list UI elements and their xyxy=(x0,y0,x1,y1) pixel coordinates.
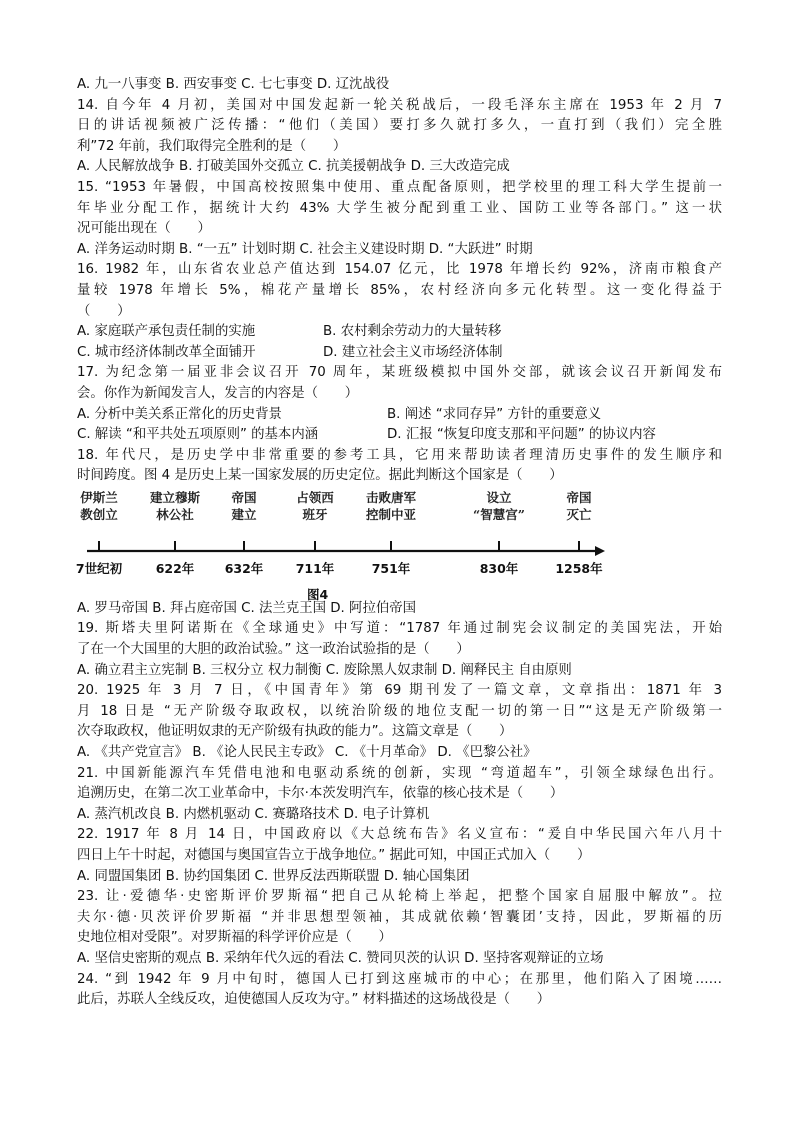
q16-option-b: B. 农村剩余劳动力的大量转移 xyxy=(323,324,502,340)
q23-options: A. 坚信史密斯的观点 B. 采纳年代久远的看法 C. 赞同贝茨的认识 D. 坚持客观辩证的立场 xyxy=(77,950,604,966)
q20-options: A. 《共产党宣言》 B. 《论人民民主专政》 C. 《十月革命》 D. 《巴黎公社》 xyxy=(77,745,537,761)
timeline-arrowhead xyxy=(595,546,605,556)
q19-stem-2: 了在一个大国里的大胆的政治试验。” 这一政治试验指的是（ ） xyxy=(77,642,470,658)
q17-option-c: C. 解读 “和平共处五项原则” 的基本内涵 xyxy=(77,427,319,443)
q17-options-ab xyxy=(77,405,722,426)
q22-stem-1: 22. 1917 年 8 月 14 日，中国政府以《大总统布告》名义宣布：“爰自中华民国六年八月十 xyxy=(77,827,722,843)
q16-options-cd xyxy=(77,343,722,364)
q17-option-d: D. 汇报 “恢复印度支那和平问题” 的协议内容 xyxy=(387,427,656,443)
timeline-event-label: 建立穆斯 林公社 xyxy=(149,489,200,522)
q20-stem-3: 次夺取政权，他证明奴隶的无产阶级有执政的能力”。这篇文章是（ ） xyxy=(77,724,513,740)
q21-stem-1: 21. 中国新能源汽车凭借电池和电驱动系统的创新，实现 “弯道超车”，引领全球绿色出行。 xyxy=(77,765,722,781)
timeline-event-label: 占领西 班牙 xyxy=(296,489,334,522)
q21-stem-2: 追溯历史，在第二次工业革命中，卡尔·本茨发明汽车，依靠的核心技术是（ ） xyxy=(77,786,564,802)
q19-stem-1: 19. 斯塔夫里阿诺斯在《全球通史》中写道：“1787 年通过制宪会议制定的美国宪法，开始 xyxy=(77,621,722,637)
q14-stem-2: 日的讲话视频被广泛传播：“他们（美国）要打多久就打多久，一直打到（我们）完全胜 xyxy=(77,118,722,134)
q16-stem-1: 16. 1982 年，山东省农业总产值达到 154.07 亿元，比 1978 年增长约 92%，济南市粮食产 xyxy=(77,262,722,278)
q22-options: A. 同盟国集团 B. 协约国集团 C. 世界反法西斯联盟 D. 轴心国集团 xyxy=(77,868,470,884)
q23-stem-3: 史地位相对受限”。对罗斯福的科学评价应是（ ） xyxy=(77,930,392,946)
q13-options: A. 九一八事变 B. 西安事变 C. 七七事变 D. 辽沈战役 xyxy=(77,77,390,92)
timeline-year-label: 632年 xyxy=(224,560,264,576)
q23-stem-2: 夫尔·德·贝茨评价罗斯福 “并非思想型领袖，其成就依赖‘智囊团’支持，因此，罗斯福的历 xyxy=(77,909,722,925)
q22-stem-2: 四日上午十时起，对德国与奥国宣告立于战争地位。” 据此可知，中国正式加入（ ） xyxy=(77,848,591,863)
q14-stem-3: 利”72 年前，我们取得完全胜利的是（ ） xyxy=(77,138,347,154)
q18-stem-2: 时间跨度。图 4 是历史上某一国家发展的历史定位。据此判断这个国家是（ ） xyxy=(77,468,563,484)
timeline-figure xyxy=(75,489,722,602)
timeline-year-label: 751年 xyxy=(371,560,411,576)
timeline-year-label: 830年 xyxy=(479,560,519,576)
q14-options: A. 人民解放战争 B. 打破美国外交孤立 C. 抗美援朝战争 D. 三大改造完成 xyxy=(77,159,510,175)
timeline-event-label: 击败唐军 控制中亚 xyxy=(365,489,416,522)
q15-stem-2: 年毕业分配工作，据统计大约 43% 大学生被分配到重工业、国防工业等各部门。” 这一状 xyxy=(77,200,722,216)
q17-options-cd xyxy=(77,425,722,446)
exam-page xyxy=(77,75,722,1011)
q16-options-ab xyxy=(77,322,722,343)
q24-stem-2: 此后，苏联人全线反攻，迫使德国人反攻为守。” 材料描述的这场战役是（ ） xyxy=(77,992,551,1008)
q16-option-d: D. 建立社会主义市场经济体制 xyxy=(323,344,503,360)
q14-stem-1: 14. 自今年 4 月初，美国对中国发起新一轮关税战后，一段毛泽东主席在 1953 年 2 月 7 xyxy=(77,97,722,113)
q18-options: A. 罗马帝国 B. 拜占庭帝国 C. 法兰克王国 D. 阿拉伯帝国 xyxy=(77,600,417,616)
q15-options: A. 洋务运动时期 B. “一五” 计划时期 C. 社会主义建设时期 D. “大跃进” 时期 xyxy=(77,241,533,257)
timeline-event-label: 帝国 建立 xyxy=(231,489,257,522)
q21-options: A. 蒸汽机改良 B. 内燃机驱动 C. 赛璐珞技术 D. 电子计算机 xyxy=(77,806,430,822)
q15-stem-1: 15. “1953 年暑假，中国高校按照集中使用、重点配备原则，把学校里的理工科大学生提前一 xyxy=(77,179,722,195)
q16-stem-3: （ ） xyxy=(77,303,131,319)
q15-stem-3: 况可能出现在（ ） xyxy=(77,221,211,237)
figure-caption: 图4 xyxy=(307,586,329,602)
q17-option-b: B. 阐述 “求同存异” 方针的重要意义 xyxy=(387,406,602,422)
timeline-year-label: 622年 xyxy=(155,560,195,576)
timeline-event-label: 伊斯兰 教创立 xyxy=(80,489,118,522)
timeline-year-label: 7世纪初 xyxy=(75,560,123,576)
timeline-year-label: 1258年 xyxy=(555,560,603,576)
q17-stem-1: 17. 为纪念第一届亚非会议召开 70 周年，某班级模拟中国外交部，就该会议召开新闻发布 xyxy=(77,365,722,381)
q24-stem-1: 24. “到 1942 年 9 月中旬时，德国人已打到这座城市的中心；在那里，他们陷入了困境…… xyxy=(77,971,722,987)
q20-stem-1: 20. 1925 年 3 月 7 日，《中国青年》第 69 期刊发了一篇文章，文章指出：1871 年 3 xyxy=(77,683,722,699)
q17-option-a: A. 分析中美关系正常化的历史背景 xyxy=(77,406,282,422)
q18-stem-1: 18. 年代尺，是历史学中非常重要的参考工具，它用来帮助读者理清历史事件的发生顺序和 xyxy=(77,447,722,463)
timeline-event-label: 帝国 灭亡 xyxy=(566,489,592,522)
q20-stem-2: 月 18 日是 “无产阶级夺取政权，以统治阶级的地位支配一切的第一日”“这是无产阶级第一 xyxy=(77,703,722,719)
timeline-event-label: 设立 “智慧宫” xyxy=(473,489,525,522)
q17-stem-2: 会。你作为新闻发言人，发言的内容是（ ） xyxy=(77,385,359,401)
q16-stem-2: 量较 1978 年增长 5%，棉花产量增长 85%，农村经济向多元化转型。这一变化得益于 xyxy=(77,282,722,298)
q16-option-a: A. 家庭联产承包责任制的实施 xyxy=(77,324,256,340)
q16-option-c: C. 城市经济体制改革全面铺开 xyxy=(77,344,256,360)
q23-stem-1: 23. 让·爱德华·史密斯评价罗斯福“把自己从轮椅上举起，把整个国家自屈服中解放”。拉 xyxy=(77,889,722,905)
timeline-year-label: 711年 xyxy=(295,560,335,576)
q19-options: A. 确立君主立宪制 B. 三权分立 权力制衡 C. 废除黑人奴隶制 D. 阐释民主 自由原则 xyxy=(77,662,572,678)
